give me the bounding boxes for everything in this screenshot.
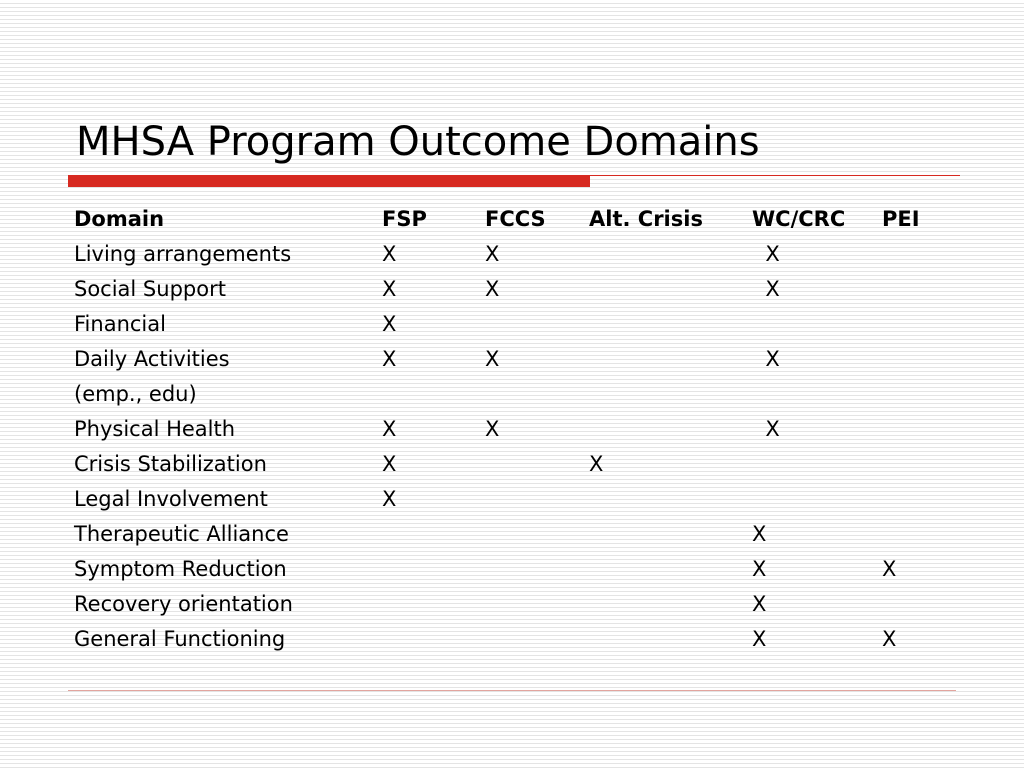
alt-crisis-cell: X	[589, 451, 604, 476]
fccs-cell	[485, 516, 589, 551]
table-row	[72, 341, 942, 376]
fccs-cell: X	[485, 416, 500, 441]
alt-crisis-cell	[589, 306, 752, 341]
pei-cell	[882, 271, 942, 306]
header-wc-crc: WC/CRC	[752, 206, 846, 231]
pei-cell	[882, 341, 942, 376]
pei-cell	[882, 516, 942, 551]
domain-cell: Crisis Stabilization	[74, 451, 267, 476]
pei-cell: X	[882, 626, 897, 651]
fccs-cell	[485, 481, 589, 516]
table-row	[72, 586, 942, 621]
domain-cell: Recovery orientation	[74, 591, 293, 616]
pei-cell	[882, 306, 942, 341]
wc-crc-cell: X	[752, 626, 767, 651]
pei-cell	[882, 446, 942, 481]
domain-cell: Legal Involvement	[74, 486, 268, 511]
domain-cell: Therapeutic Alliance	[74, 521, 289, 546]
header-alt-crisis: Alt. Crisis	[589, 206, 703, 231]
fccs-cell	[485, 446, 589, 481]
table-row	[72, 621, 942, 656]
fsp-cell	[382, 376, 485, 411]
alt-crisis-cell	[589, 621, 752, 656]
title-rule-line	[590, 175, 960, 176]
pei-cell	[882, 586, 942, 621]
table-body	[72, 236, 942, 656]
slide-title: MHSA Program Outcome Domains	[76, 119, 760, 165]
fsp-cell: X	[382, 451, 397, 476]
outcome-domains-table	[72, 201, 942, 656]
wc-crc-cell: X	[752, 591, 767, 616]
domain-cell: Physical Health	[74, 416, 236, 441]
fsp-cell	[382, 621, 485, 656]
fsp-cell: X	[382, 486, 397, 511]
domain-cell: Daily Activities	[74, 346, 230, 371]
alt-crisis-cell	[589, 411, 752, 446]
alt-crisis-cell	[589, 586, 752, 621]
fsp-cell: X	[382, 311, 397, 336]
pei-cell: X	[882, 556, 897, 581]
domain-cell: Financial	[74, 311, 166, 336]
fsp-cell: X	[382, 416, 397, 441]
footer-rule	[68, 690, 956, 691]
title-accent-bar	[68, 175, 590, 187]
fccs-cell: X	[485, 241, 500, 266]
fccs-cell	[485, 306, 589, 341]
domain-cell: Social Support	[74, 276, 226, 301]
table-row	[72, 236, 942, 271]
domain-cell: Symptom Reduction	[74, 556, 287, 581]
wc-crc-cell: X	[752, 241, 780, 266]
table-row	[72, 481, 942, 516]
alt-crisis-cell	[589, 481, 752, 516]
alt-crisis-cell	[589, 551, 752, 586]
alt-crisis-cell	[589, 341, 752, 376]
wc-crc-cell: X	[752, 521, 767, 546]
wc-crc-cell	[752, 446, 882, 481]
pei-cell	[882, 481, 942, 516]
fsp-cell: X	[382, 276, 397, 301]
pei-cell	[882, 411, 942, 446]
fccs-cell	[485, 586, 589, 621]
table-row	[72, 516, 942, 551]
pei-cell	[882, 376, 942, 411]
fccs-cell: X	[485, 346, 500, 371]
table-row	[72, 446, 942, 481]
table-row	[72, 271, 942, 306]
fsp-cell	[382, 586, 485, 621]
fsp-cell: X	[382, 241, 397, 266]
header-fccs: FCCS	[485, 206, 546, 231]
header-pei: PEI	[882, 206, 920, 231]
pei-cell	[882, 236, 942, 271]
domain-cell: Living arrangements	[74, 241, 292, 266]
wc-crc-cell: X	[752, 346, 780, 371]
fccs-cell	[485, 621, 589, 656]
table-row	[72, 306, 942, 341]
domain-cell: (emp., edu)	[74, 381, 197, 406]
header-row	[72, 201, 942, 236]
wc-crc-cell	[752, 376, 882, 411]
fccs-cell	[485, 376, 589, 411]
fsp-cell: X	[382, 346, 397, 371]
wc-crc-cell: X	[752, 556, 767, 581]
fsp-cell	[382, 516, 485, 551]
domain-cell: General Functioning	[74, 626, 286, 651]
fccs-cell	[485, 551, 589, 586]
table-row	[72, 551, 942, 586]
fsp-cell	[382, 551, 485, 586]
wc-crc-cell	[752, 481, 882, 516]
alt-crisis-cell	[589, 236, 752, 271]
wc-crc-cell	[752, 306, 882, 341]
header-domain: Domain	[74, 206, 165, 231]
alt-crisis-cell	[589, 516, 752, 551]
fccs-cell: X	[485, 276, 500, 301]
table-row	[72, 376, 942, 411]
wc-crc-cell: X	[752, 416, 780, 441]
table-row	[72, 411, 942, 446]
alt-crisis-cell	[589, 271, 752, 306]
wc-crc-cell: X	[752, 276, 780, 301]
alt-crisis-cell	[589, 376, 752, 411]
header-fsp: FSP	[382, 206, 427, 231]
